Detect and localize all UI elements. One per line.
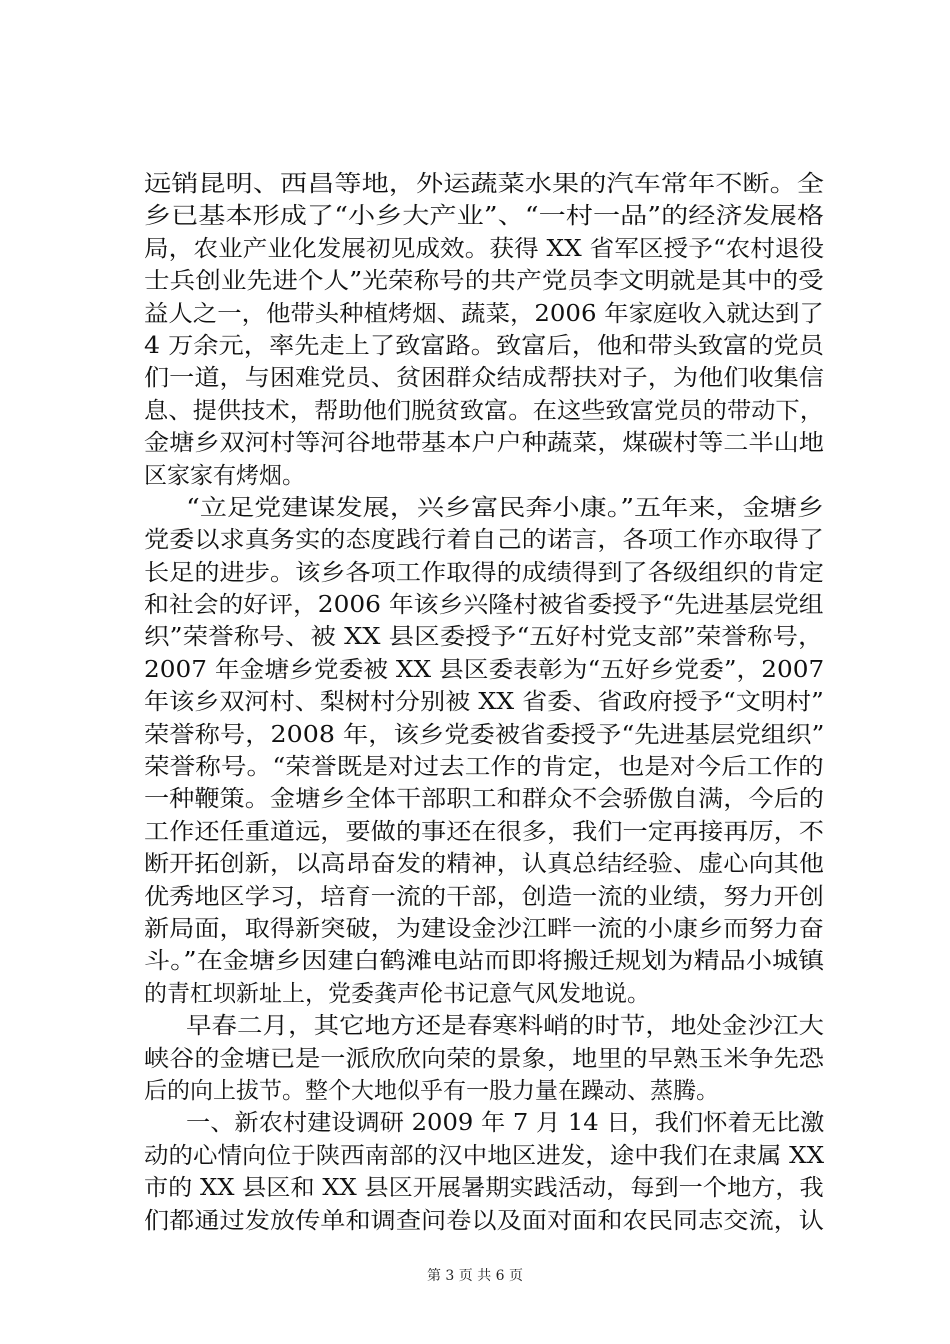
text-line-content: 市的 XX 县区和 XX 县区开展暑期实践活动，每到一个地方，我 [144,1175,824,1202]
text-line [144,298,824,330]
text-line [144,330,824,362]
text-line-content: 斗。”在金塘乡因建白鹤滩电站而即将搬迁规划为精品小城镇 [144,948,825,975]
text-line [144,1010,824,1042]
text-line [144,200,824,232]
text-line [144,1043,824,1075]
text-line-content: 新局面，取得新突破，为建设金沙江畔一流的小康乡而努力奋 [144,915,824,942]
text-line [144,751,824,783]
text-line-content: 区家家有烤烟。 [144,462,305,489]
page-number-label: 第 3 页 共 6 页 [426,1268,524,1284]
text-line-content: 一、新农村建设调研 2009 年 7 月 14 日，我们怀着无比激 [186,1110,825,1137]
text-line-content: 优秀地区学习，培育一流的干部，创造一流的业绩，努力开创 [144,883,824,910]
text-line-content: 工作还任重道远，要做的事还在很多，我们一定再接再厉，不 [144,818,824,845]
text-line-content: 织”荣誉称号、被 XX 县区委授予“五好村党支部”荣誉称号， [144,624,824,651]
text-line-content: 年该乡双河村、梨树村分别被 XX 省委、省政府授予“文明村” [144,689,824,716]
text-line-content: “立足党建谋发展，兴乡富民奔小康。”五年来，金塘乡 [186,494,825,521]
text-line-content: 和社会的好评，2006 年该乡兴隆村被省委授予“先进基层党组 [144,592,824,619]
text-line [144,362,824,394]
text-line [144,1172,824,1204]
text-line [144,492,824,524]
text-line [144,427,824,459]
text-line-content: 士兵创业先进个人”光荣称号的共产党员李文明就是其中的受 [144,268,824,295]
text-line [144,848,824,880]
text-line-content: 后的向上拔节。整个大地似乎有一股力量在躁动、蒸腾。 [144,1077,719,1104]
text-line-content: 早春二月，其它地方还是春寒料峭的时节，地处金沙江大 [186,1013,825,1040]
text-line-content: 的青杠坝新址上，党委龚声伦书记意气风发地说。 [144,980,650,1007]
text-line [144,395,824,427]
text-line [144,654,824,686]
text-line-content: 乡已基本形成了“小乡大产业”、“一村一品”的经济发展格 [144,203,825,230]
text-line-content: 4 万余元，率先走上了致富路。致富后，他和带头致富的党员 [144,332,824,359]
text-line [144,265,824,297]
text-line-content: 2007 年金塘乡党委被 XX 县区委表彰为“五好乡党委”，2007 [144,656,825,683]
text-line [144,816,824,848]
text-line-content: 党委以求真务实的态度践行着自己的诺言，各项工作亦取得了 [144,527,824,554]
text-line-content: 益人之一，他带头种植烤烟、蔬菜，2006 年家庭收入就达到了 [144,300,824,327]
text-line-content: 息、提供技术，帮助他们脱贫致富。在这些致富党员的带动下， [144,397,824,424]
text-line [144,686,824,718]
text-line-content: 金塘乡双河村等河谷地带基本户户种蔬菜，煤碳村等二半山地 [144,430,824,457]
text-line-content: 动的心情向位于陕西南部的汉中地区进发，途中我们在隶属 XX [144,1142,825,1169]
text-line-content: 们都通过发放传单和调查问卷以及面对面和农民同志交流，认 [144,1207,824,1234]
text-line-content: 局，农业产业化发展初见成效。获得 XX 省军区授予“农村退役 [144,235,825,262]
text-line [144,881,824,913]
text-line [144,524,824,556]
text-line-content: 远销昆明、西昌等地，外运蔬菜水果的汽车常年不断。全 [144,171,824,197]
text-line [144,621,824,653]
text-line-content: 荣誉称号。“荣誉既是对过去工作的肯定，也是对今后工作的 [144,754,824,781]
text-line [144,719,824,751]
text-line [144,945,824,977]
text-line [144,1205,824,1237]
text-line-content: 一种鞭策。金塘乡全体干部职工和群众不会骄傲自满，今后的 [144,786,824,813]
text-line [144,233,824,265]
text-line [144,1107,824,1139]
text-line [144,589,824,621]
text-line [144,1075,824,1107]
text-line-content: 峡谷的金塘已是一派欣欣向荣的景象，地里的早熟玉米争先恐 [144,1045,824,1072]
page-footer [0,1266,950,1286]
text-line-content: 断开拓创新，以高昂奋发的精神，认真总结经验、虚心向其他 [144,851,824,878]
text-line-content: 们一道，与困难党员、贫困群众结成帮扶对子，为他们收集信 [144,365,824,392]
text-line [144,168,824,200]
text-line [144,783,824,815]
text-line-content: 长足的进步。该乡各项工作取得的成绩得到了各级组织的肯定 [144,559,824,586]
document-body [144,168,824,1237]
text-line [144,557,824,589]
text-line [144,1140,824,1172]
text-line-content: 荣誉称号，2008 年，该乡党委被省委授予“先进基层党组织” [144,721,825,748]
text-line [144,460,824,492]
text-line [144,913,824,945]
text-line [144,978,824,1010]
